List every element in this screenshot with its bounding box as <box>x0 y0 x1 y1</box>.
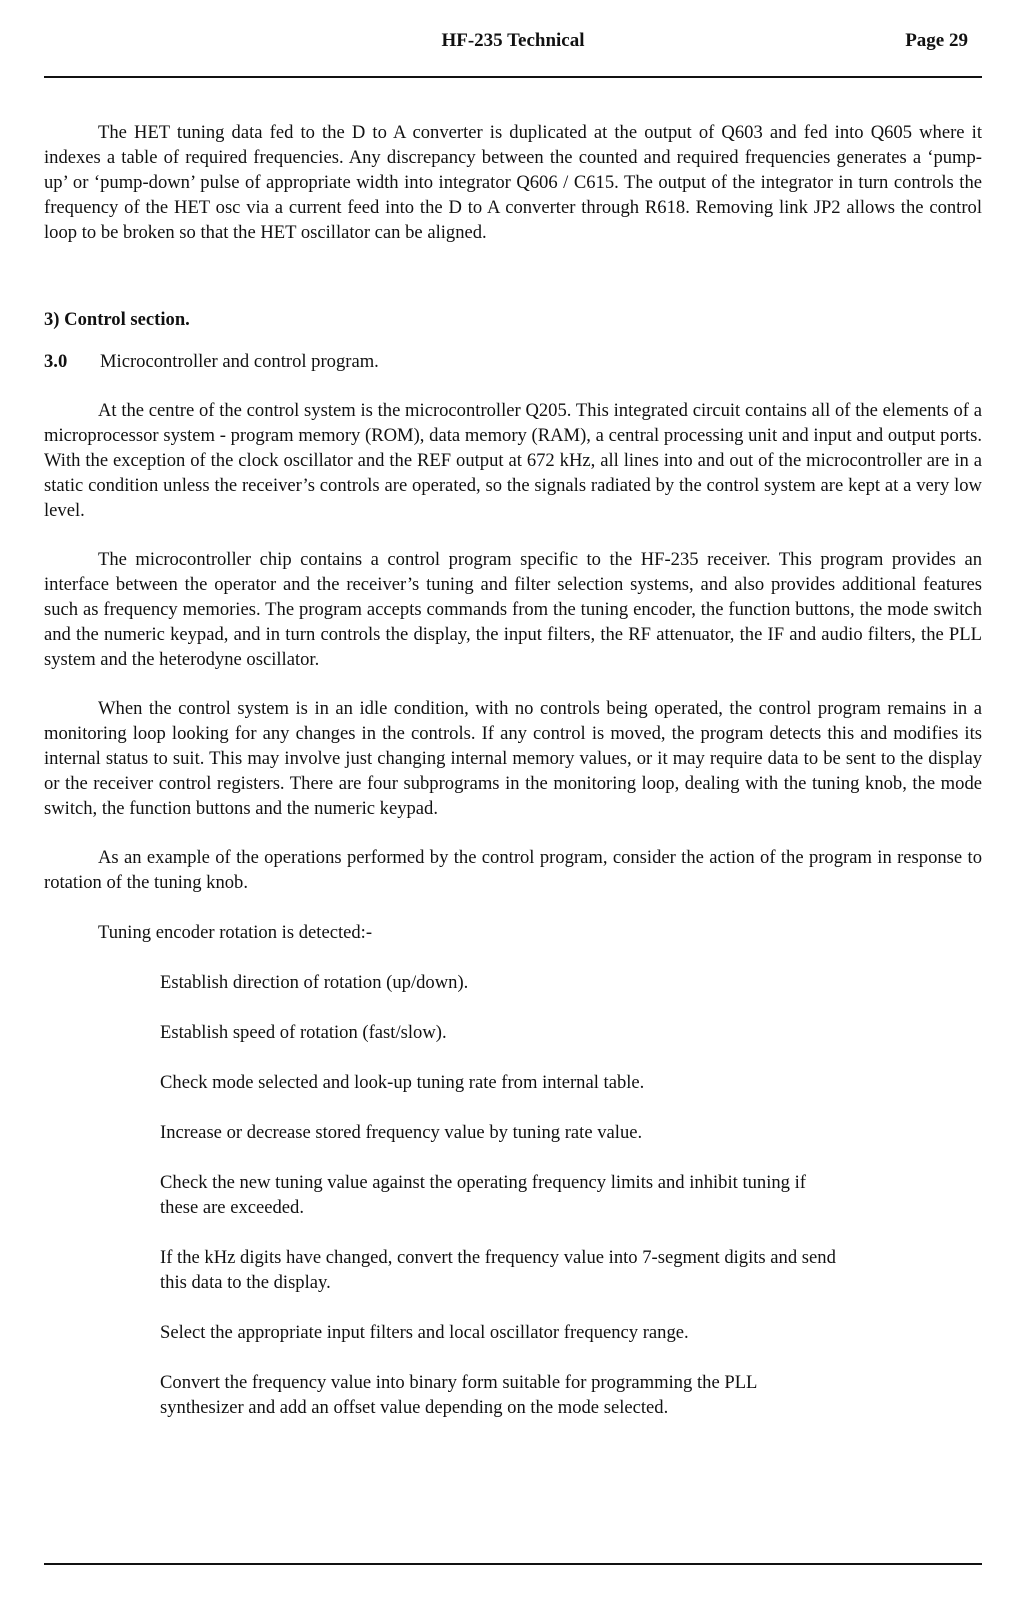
paragraph-chip: The microcontroller chip contains a control program specific to the HF-235 receiver. This program provides an interface between the operator and the receiver’s tuning and filter selection systems, and also provides additional features such as frequency memories. The program accepts commands from the tuning encoder, the function buttons, the mode switch and the numeric keypad, and in turn controls the display, the input filters, the RF attenuator, the IF and audio filters, the PLL system and the heterodyne oscillator. <box>44 549 982 670</box>
steps-list <box>44 970 982 1420</box>
list-item: Select the appropriate input filters and local oscillator frequency range. <box>160 1322 689 1343</box>
section-heading: 3) Control section. <box>44 309 190 330</box>
paragraph-het-tuning: The HET tuning data fed to the D to A converter is duplicated at the output of Q603 and fed into Q605 where it indexes a table of required frequencies. Any discrepancy between the counted and required frequencies generates a ‘pump-up’ or ‘pump-down’ pulse of appropriate width into integrator Q606 / C615. The output of the integrator in turn controls the frequency of the HET osc via a current feed into the D to A converter through R618. Removing link JP2 allows the control loop to be broken so that the HET oscillator can be aligned. <box>44 122 982 243</box>
subsection-title: Microcontroller and control program. <box>100 351 379 372</box>
paragraph-idle: When the control system is in an idle condition, with no controls being operated, the control program remains in a monitoring loop looking for any changes in the controls. If any control is moved, the program detects this and modifies its internal status to suit. This may involve just changing internal memory values, or it may require data to be sent to the display or the receiver control registers. There are four subprograms in the monitoring loop, dealing with the tuning knob, the mode switch, the function buttons and the numeric keypad. <box>44 698 982 819</box>
footer-rule <box>44 1563 982 1565</box>
list-item: Check mode selected and look-up tuning rate from internal table. <box>160 1072 645 1093</box>
list-item: If the kHz digits have changed, convert the frequency value into 7-segment digits and send this data to the display. <box>160 1247 836 1293</box>
list-item: Convert the frequency value into binary form suitable for programming the PLL synthesizer and add an offset value depending on the mode selected. <box>160 1372 757 1418</box>
list-item: Increase or decrease stored frequency value by tuning rate value. <box>160 1122 643 1143</box>
list-item: Establish direction of rotation (up/down). <box>160 972 469 993</box>
list-item: Establish speed of rotation (fast/slow). <box>160 1022 447 1043</box>
header-rule <box>44 76 982 78</box>
paragraph-example: As an example of the operations performed by the control program, consider the action of the program in response to rotation of the tuning knob. <box>44 847 982 893</box>
page-number: Page 29 <box>905 30 968 51</box>
paragraph-centre: At the centre of the control system is the microcontroller Q205. This integrated circuit contains all of the elements of a microprocessor system - program memory (ROM), data memory (RAM), a central processing unit and input and output ports. With the exception of the clock oscillator and the REF output at 672 kHz, all lines into and out of the microcontroller are in a static condition unless the receiver’s controls are operated, so the signals radiated by the control system are kept at a very low level. <box>44 400 982 521</box>
steps-intro: Tuning encoder rotation is detected:- <box>98 922 373 943</box>
page-header-title: HF-235 Technical <box>441 30 585 51</box>
subsection-number: 3.0 <box>44 351 68 372</box>
list-item: Check the new tuning value against the operating frequency limits and inhibit tuning if these are exceeded. <box>160 1172 806 1218</box>
subsection-heading <box>44 349 982 374</box>
page-body <box>44 120 982 1420</box>
